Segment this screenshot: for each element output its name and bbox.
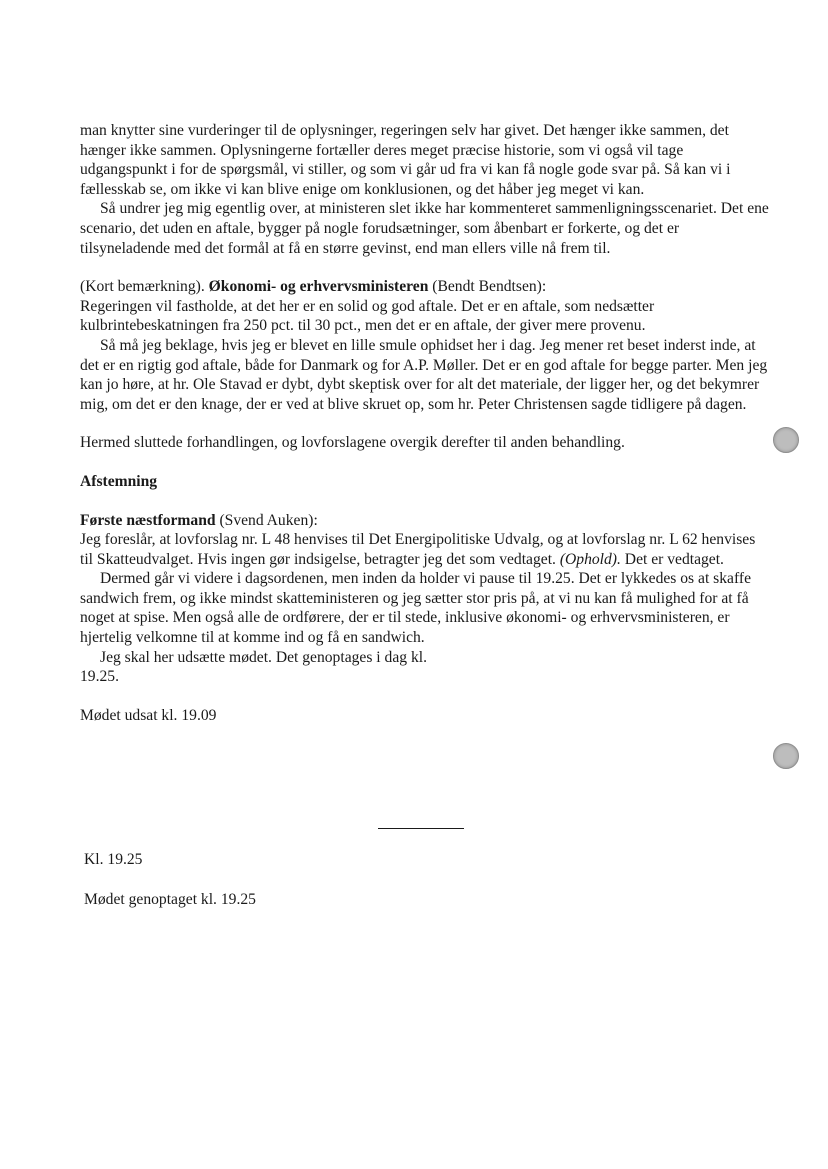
adjourned-line: Mødet udsat kl. 19.09 [80,706,217,724]
paragraph-1: man knytter sine vurderinger til de oplysninger, regeringen selv har givet. Det hænger ikke sammen, det hænger ikke sammen. Oplysningerne fortæller deres meget præcise historie, som vi også vil tage udgangspunkt i for de spørgsmål, vi stiller, og som vi går ud fra vi kan få nogle gode svar på. Så kan vi i fællesskab se, om ikke vi kan blive enige om konklusionen, og det håber jeg meget vi kan. [80,122,731,198]
speaker-line-minister [80,277,770,297]
paragraph-2: Så undrer jeg mig egentlig over, at ministeren slet ikke har kommenteret sammenligningsscenariet. Det ene scenario, det uden en aftale, bygger på nogle forudsætninger, som åbenbart er forkerte, og det er tilsyneladende med det formål at få en større gevinst, end man ellers ville nå frem til. [80,200,769,257]
resumed-line: Mødet genoptaget kl. 19.25 [84,891,256,908]
speaker-line-chair [80,511,770,531]
paragraph-7: Dermed går vi videre i dagsordenen, men inden da holder vi pause til 19.25. Det er lykkedes os at skaffe sandwich frem, og ikke mindst skatteministeren og jeg sætter stor pris på, at vi nu kan få mulighed for at få noget at spise. Men også alle de ordførere, der er til stede, inklusive økonomi- og erhvervsministeren, er hjertelig velkomne til at komme ind og få en sandwich. [80,570,751,647]
ophold-note: (Ophold). [559,550,621,568]
paragraph-5: Hermed sluttede forhandlingen, og lovforslagene overgik derefter til anden behandling. [80,434,625,452]
document-body [80,121,770,725]
speaker-title: Første næstformand [80,511,216,529]
section-heading: Afstemning [80,472,158,490]
speaker-prefix: (Kort bemærkning). [80,278,209,296]
paragraph-8: Jeg skal her udsætte mødet. Det genoptages i dag kl. [100,648,427,666]
paragraph-8-time: 19.25. [80,668,119,686]
speaker-title: Økonomi- og erhvervsministeren [208,278,429,296]
punch-hole-mark [773,427,799,453]
speaker-name: (Bendt Bendtsen): [428,278,547,296]
paragraph-6: Jeg foreslår, at lovforslag nr. L 48 henvises til Det Energipolitiske Udvalg, og at lovforslag nr. L 62 henvises til Skatteudvalget. Hvis ingen gør indsigelse, betragter jeg det som vedtaget. (Ophold). Det er vedtaget. [80,531,756,568]
separator-rule [378,828,464,829]
speaker-name: (Svend Auken): [215,511,318,529]
punch-hole-mark [773,743,799,769]
paragraph-4: Så må jeg beklage, hvis jeg er blevet en lille smule ophidset her i dag. Jeg mener ret beset inderst inde, at det er en rigtig god aftale, både for Danmark og for A.P. Møller. Det er en god aftale for begge parter. Men jeg kan jo høre, at hr. Ole Stavad er dybt, dybt skeptisk over for alt det materiale, der ligger her, og det bekymrer mig, om det er den knage, der er ved at blive skruet op, som hr. Peter Christensen sagde tidligere på dagen. [80,336,768,413]
paragraph-3: Regeringen vil fastholde, at det her er en solid og god aftale. Det er en aftale, som nedsætter kulbrintebeskatningen fra 250 pct. til 30 pct., men det er en aftale, der giver mere provenu. [80,297,655,335]
time-line: Kl. 19.25 [84,851,143,868]
